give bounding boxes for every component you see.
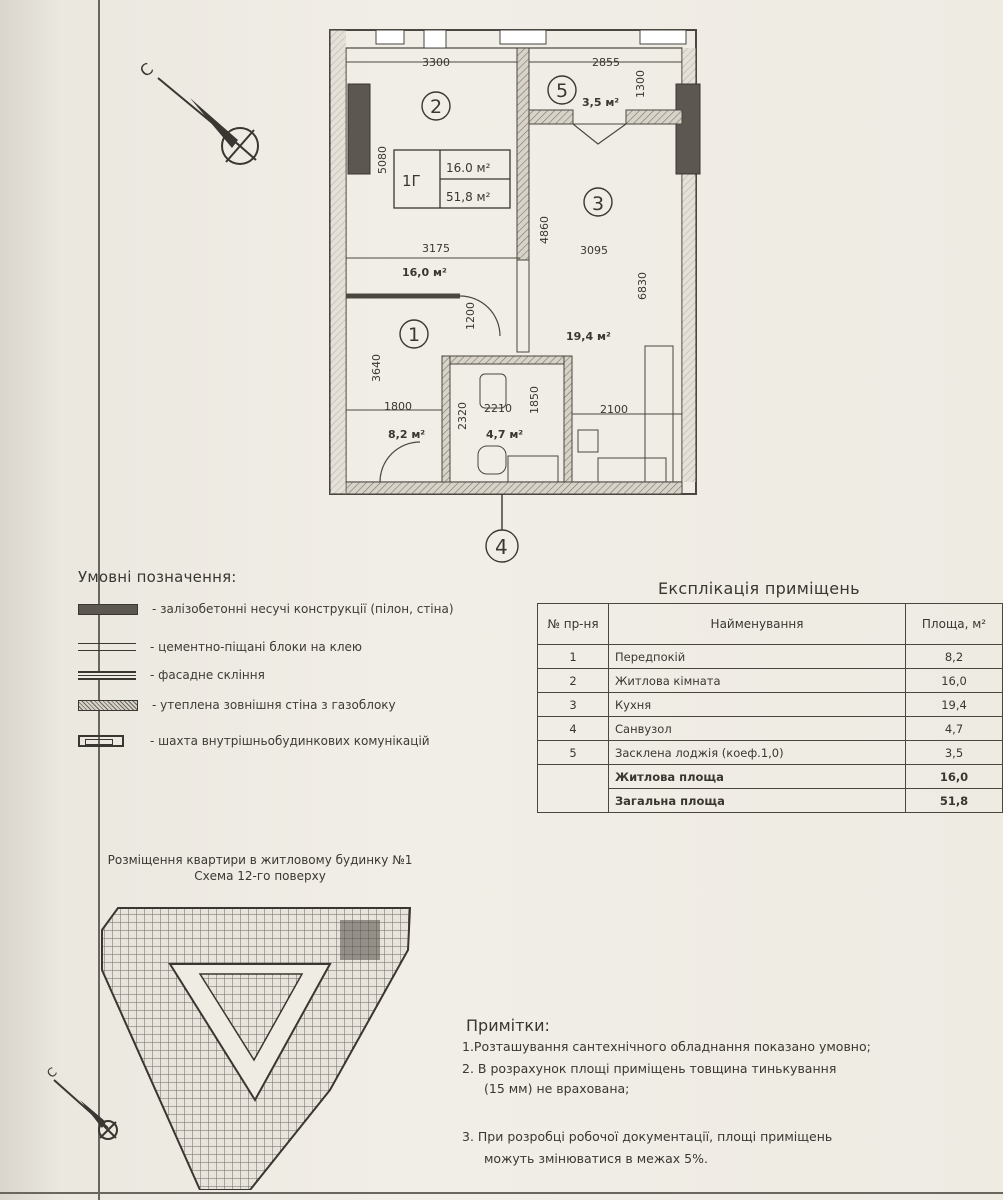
dim-4860: 4860 [538, 216, 551, 244]
cell-area: 4,7 [906, 717, 1003, 741]
dim-3640: 3640 [370, 354, 383, 382]
note-2-cont: (15 мм) не врахована; [484, 1081, 630, 1096]
cell-total-area: 16,0 [906, 765, 1003, 789]
notes-title: Примітки: [466, 1016, 550, 1035]
legend-title: Умовні позначення: [78, 568, 237, 586]
room-areas [388, 96, 619, 441]
room-num-4: 4 [495, 535, 508, 559]
cell-empty [538, 789, 609, 813]
legend-text-concrete: - залізобетонні несучі конструкції (пілон, стіна) [152, 602, 454, 616]
table-row [538, 693, 1003, 717]
legend-symbol-glazing [78, 671, 136, 680]
legend-text-blocks: - цементно-піщані блоки на клею [150, 640, 363, 654]
dim-1800: 1800 [384, 400, 412, 413]
area-room-1: 8,2 м² [388, 428, 426, 441]
cell-name: Кухня [609, 693, 906, 717]
legend-item-glazing [78, 668, 265, 682]
legend-symbol-insulated [78, 700, 138, 711]
apartment-type-box [394, 150, 510, 208]
box-total-area: 51,8 м² [446, 190, 491, 204]
dim-3095: 3095 [580, 244, 608, 257]
dim-2320: 2320 [456, 402, 469, 430]
explication-table [537, 603, 1003, 813]
legend-symbol-blocks [78, 643, 136, 651]
north-letter: С [136, 59, 157, 81]
cell-total-name: Житлова площа [609, 765, 906, 789]
legend-symbol-concrete [78, 604, 138, 615]
room-num-5: 5 [556, 80, 569, 102]
header-name: Найменування [609, 604, 906, 645]
legend-text-insulated: - утеплена зовнішня стіна з газоблоку [152, 698, 396, 712]
cell-empty [538, 765, 609, 789]
interior-walls [346, 48, 682, 482]
legend-symbol-shaft [78, 735, 124, 747]
dim-2210: 2210 [484, 402, 512, 415]
floor-plan [0, 0, 1003, 570]
legend-item-blocks [78, 640, 362, 654]
cell-num: 3 [538, 693, 609, 717]
cell-num: 1 [538, 645, 609, 669]
table-row [538, 669, 1003, 693]
room-num-2: 2 [430, 96, 443, 118]
box-living-area: 16.0 м² [446, 161, 491, 175]
dim-2855: 2855 [592, 56, 620, 69]
cell-name: Санвузол [609, 717, 906, 741]
cell-total-area: 51,8 [906, 789, 1003, 813]
header-area: Площа, м² [906, 604, 1003, 645]
table-row [538, 741, 1003, 765]
scheme-north-arrow-icon [44, 1065, 117, 1139]
cell-total-name: Загальна площа [609, 789, 906, 813]
table-header-row [538, 604, 1003, 645]
location-line-2: Схема 12-го поверху [194, 869, 326, 883]
area-room-4: 4,7 м² [486, 428, 524, 441]
bottom-frame-line [0, 1192, 1003, 1194]
note-1: 1.Розташування сантехнічного обладнання показано умовно; [462, 1039, 871, 1054]
dim-1200: 1200 [464, 302, 477, 330]
explication-title: Експлікація приміщень [658, 579, 860, 598]
cell-area: 8,2 [906, 645, 1003, 669]
cell-name: Засклена лоджія (коеф.1,0) [609, 741, 906, 765]
cell-name: Передпокій [609, 645, 906, 669]
cell-area: 3,5 [906, 741, 1003, 765]
table-row [538, 645, 1003, 669]
room-num-3: 3 [592, 193, 605, 215]
legend-item-insulated [78, 698, 396, 712]
room-num-1: 1 [408, 324, 421, 346]
note-3: 3. При розробці робочої документації, площі приміщень [462, 1129, 833, 1144]
dim-5080: 5080 [376, 146, 389, 174]
dim-6830: 6830 [636, 272, 649, 300]
note-3-cont: можуть змінюватися в межах 5%. [484, 1151, 708, 1166]
dim-3175: 3175 [422, 242, 450, 255]
table-total-row [538, 765, 1003, 789]
apartment-type-label: 1Г [402, 172, 421, 190]
cell-name: Житлова кімната [609, 669, 906, 693]
cell-area: 19,4 [906, 693, 1003, 717]
dim-3300: 3300 [422, 56, 450, 69]
area-room-5: 3,5 м² [582, 96, 620, 109]
area-room-3: 19,4 м² [566, 330, 611, 343]
dimensions [370, 56, 649, 430]
floor-scheme [40, 890, 460, 1190]
cell-num: 2 [538, 669, 609, 693]
location-title [70, 852, 450, 884]
header-num: № пр-ня [538, 604, 609, 645]
location-line-1: Розміщення квартири в житловому будинку №1 [107, 853, 413, 867]
legend-text-glazing: - фасадне скління [150, 668, 265, 682]
dim-1300: 1300 [634, 70, 647, 98]
table-row [538, 717, 1003, 741]
legend-item-shaft [78, 734, 430, 748]
dim-1850: 1850 [528, 386, 541, 414]
legend-text-shaft: - шахта внутрішньобудинкових комунікацій [150, 734, 430, 748]
cell-area: 16,0 [906, 669, 1003, 693]
dim-2100: 2100 [600, 403, 628, 416]
note-2: 2. В розрахунок площі приміщень товщина тинькування [462, 1061, 837, 1076]
area-room-2: 16,0 м² [402, 266, 447, 279]
cell-num: 5 [538, 741, 609, 765]
north-arrow-icon [136, 59, 258, 164]
table-total-row [538, 789, 1003, 813]
cell-num: 4 [538, 717, 609, 741]
legend-item-concrete [78, 602, 454, 616]
scheme-north-letter: С [44, 1064, 60, 1081]
